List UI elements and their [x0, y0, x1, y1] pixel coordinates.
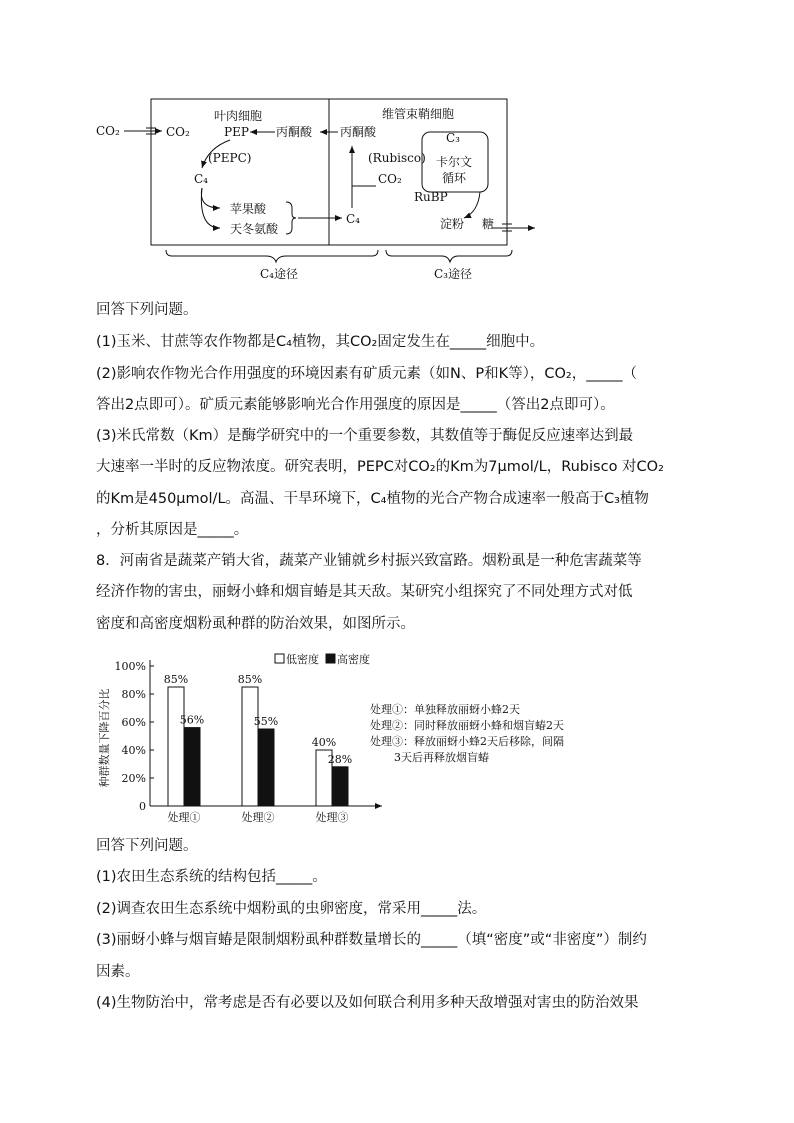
malate-label: 苹果酸 [230, 202, 267, 216]
x-axis-arrow [375, 803, 382, 809]
pep-label: PEP [224, 125, 249, 139]
c4-mesophyll: C₄ [194, 172, 208, 186]
question-b4-text: (4)生物防治中，常考虑是否有必要以及如何联合利用多种天敌增强对害虫的防治效果 [96, 995, 639, 1011]
y-tick-label: 0 [139, 800, 146, 813]
intro-text-2: 回答下列问题。 [96, 838, 198, 854]
pyruvate-mesophyll: 丙酮酸 [276, 125, 313, 139]
question-b1-text: (1)农田生态系统的结构包括_____。 [96, 869, 327, 885]
co2-bundle: CO₂ [378, 172, 402, 186]
bar [242, 687, 258, 806]
legend-low-density: 低密度 [286, 653, 319, 666]
question-1-text: (1)玉米、甘蔗等农作物都是C₄植物，其CO₂固定发生在_____细胞中。 [96, 334, 545, 350]
y-axis-label: 种群数量下降百分比 [98, 688, 111, 788]
data-label: 85% [237, 673, 263, 686]
treatment-note: 处理②：同时释放丽蚜小蜂和烟盲蝽2天 [370, 719, 564, 732]
y-tick-label: 60% [121, 716, 146, 729]
y-tick-label: 100% [114, 660, 146, 673]
question-3-text-line-4: ，分析其原因是_____。 [96, 522, 249, 538]
problem-8-text-line-2: 经济作物的害虫，丽蚜小蜂和烟盲蝽是其天敌。某研究小组探究了不同处理方式对低 [96, 584, 633, 600]
chart-legend [275, 652, 370, 666]
rubisco-label: (Rubisco) [368, 151, 426, 165]
treatment-note: 处理①：单独释放丽蚜小蜂2天 [370, 703, 520, 716]
question-2-text-line-1: (2)影响农作物光合作用强度的环境因素有矿质元素（如N、P和K等），CO₂，_____（ [96, 366, 637, 382]
c4-pathway-label: C₄途径 [260, 267, 298, 281]
y-tick-label: 40% [121, 744, 146, 757]
c4-bundle: C₄ [346, 212, 360, 226]
question-3-text-line-2: 大速率一半时的反应物浓度。研究表明，PEPC对CO₂的Km为7μmol/L，Rubisco 对CO₂ [96, 459, 664, 475]
sugar-label: 糖 [482, 217, 495, 231]
bar [258, 729, 274, 806]
question-3-text-line-1: (3)米氏常数（Km）是酶学研究中的一个重要参数，其数值等于酶促反应速率达到最 [96, 428, 634, 444]
problem-8-text-line-1: 8．河南省是蔬菜产销大省，蔬菜产业铺就乡村振兴致富路。烟粉虱是一种危害蔬菜等 [96, 553, 642, 569]
question-b3-text-line-1: (3)丽蚜小蜂与烟盲蝽是限制烟粉虱种群数量增长的_____（填“密度”或“非密度”）制约 [96, 932, 647, 948]
x-tick-label: 处理① [167, 811, 201, 824]
question-3-text-line-3: 的Km是450μmol/L。高温、干旱环境下，C₄植物的光合产物合成速率一般高于C₃植物 [96, 491, 649, 507]
legend-high-density: 高密度 [337, 653, 370, 666]
x-tick-label: 处理③ [315, 811, 349, 824]
data-label: 56% [179, 713, 205, 727]
y-tick-label: 80% [121, 688, 146, 701]
data-label: 55% [253, 715, 279, 728]
y-tick-label: 20% [121, 772, 146, 785]
co2-mesophyll: CO₂ [166, 125, 190, 139]
question-2-text-line-2: 答出2点即可）。矿质元素能够影响光合作用强度的原因是_____（答出2点即可）。 [96, 397, 615, 413]
problem-8-text-line-3: 密度和高密度烟粉虱种群的防治效果，如图所示。 [96, 616, 415, 632]
c3-pathway-label: C₃途径 [434, 267, 472, 281]
starch-label: 淀粉 [440, 217, 465, 231]
rubp-label: RuBP [414, 190, 448, 204]
x-tick-label: 处理② [241, 811, 275, 824]
calvin-label-2: 循环 [442, 171, 467, 185]
c4-pathway-diagram [90, 90, 550, 290]
pepc-label: (PEPC) [208, 151, 252, 165]
question-b3-text-line-2: 因素。 [96, 964, 140, 980]
question-b2-text: (2)调查农田生态系统中烟粉虱的虫卵密度，常采用_____法。 [96, 901, 487, 917]
calvin-label-1: 卡尔文 [436, 155, 473, 169]
co2-outside: CO₂ [96, 124, 120, 138]
data-label: 28% [327, 752, 353, 766]
mesophyll-title: 叶肉细胞 [214, 109, 263, 123]
treatment-note: 3天后再释放烟盲蝽 [394, 751, 489, 764]
bar [168, 687, 184, 806]
treatment-note: 处理③：释放丽蚜小蜂2天后移除，间隔 [370, 735, 564, 748]
data-label: 85% [163, 673, 189, 686]
aspartate-label: 天冬氨酸 [230, 222, 279, 236]
c3-label: C₃ [446, 131, 460, 145]
bar-chart [92, 646, 612, 830]
bar [332, 767, 348, 806]
bundle-sheath-title: 维管束鞘细胞 [382, 107, 455, 121]
pyruvate-bundle: 丙酮酸 [340, 125, 377, 139]
data-label: 40% [311, 736, 337, 749]
intro-text-1: 回答下列问题。 [96, 302, 198, 318]
bar [184, 728, 200, 806]
